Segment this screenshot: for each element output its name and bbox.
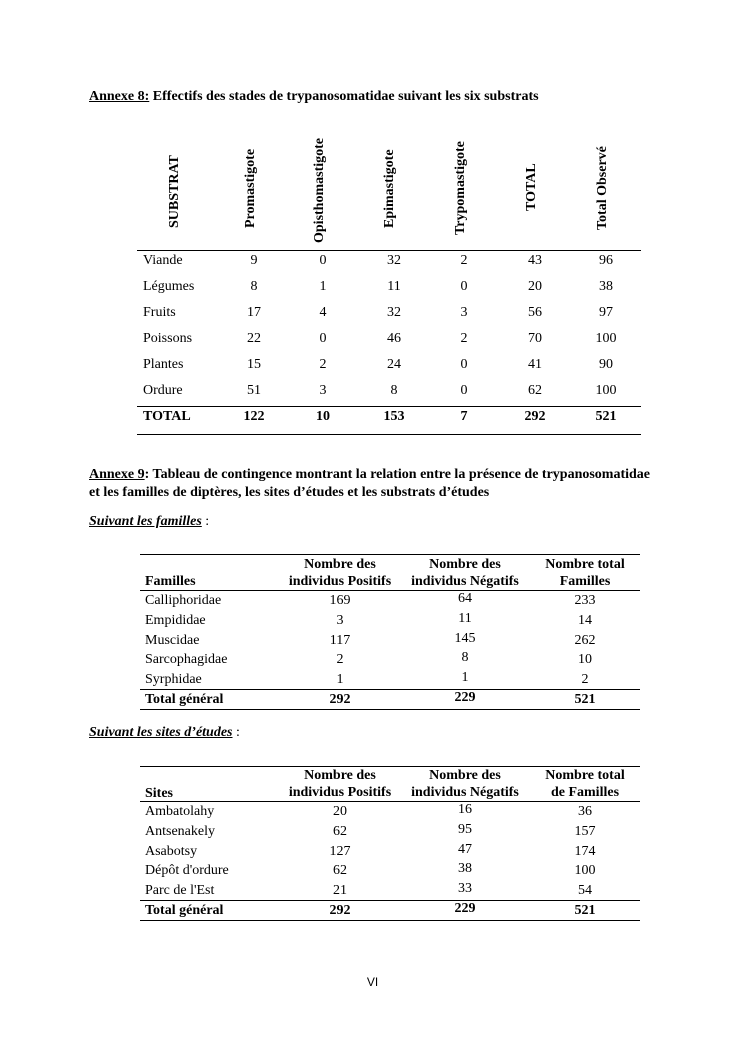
total-cell: 153: [383, 409, 405, 424]
table-cell: 62: [528, 383, 542, 398]
header-epimastigote: Epimastigote: [382, 149, 397, 228]
table-cell: 38: [599, 279, 613, 294]
table-cell: 100: [595, 331, 617, 346]
sites-subhead-label: Suivant les sites d’études: [89, 725, 233, 740]
positifs-cell: 3: [336, 613, 344, 628]
annexe9-title-line2: et les familles de diptères, les sites d’études et les substrats d’études: [89, 485, 490, 500]
col-positifs: [280, 556, 400, 590]
table-rule-mid: [140, 801, 640, 802]
total-cell: 122: [243, 409, 265, 424]
row-label: Sarcophagidae: [145, 652, 228, 667]
col-total-familles: [530, 556, 640, 590]
col-positifs-l2: individus Positifs: [288, 574, 392, 589]
col-negatifs-l2: individus Négatifs: [411, 785, 519, 800]
col-positifs-l1: Nombre des: [304, 768, 376, 783]
negatifs-cell: 8: [461, 650, 469, 665]
table-rule-top: [137, 250, 641, 251]
header-total-observe: Total Observé: [595, 146, 610, 230]
table-cell: 15: [247, 357, 261, 372]
total-total: 521: [574, 692, 596, 707]
total-cell: 2: [581, 672, 589, 687]
page-number: VI: [366, 975, 379, 989]
table-cell: 8: [390, 383, 398, 398]
positifs-cell: 2: [336, 652, 344, 667]
header-promastigote: Promastigote: [243, 148, 258, 228]
total-cell: 10: [316, 409, 330, 424]
sites-subhead-suffix: :: [232, 725, 240, 740]
col-positifs-l2: individus Positifs: [288, 785, 392, 800]
row-label: Viande: [143, 253, 183, 268]
familles-subhead-suffix: :: [201, 514, 210, 529]
total-negatifs: 229: [454, 901, 476, 916]
col-total-l2: Familles: [559, 574, 611, 589]
positifs-cell: 117: [329, 633, 351, 648]
total-positifs: 292: [329, 903, 351, 918]
table-cell: 3: [460, 305, 468, 320]
total-cell: 7: [460, 409, 468, 424]
negatifs-cell: 1: [461, 670, 469, 685]
table-cell: 56: [528, 305, 542, 320]
familles-subhead-label: Suivant les familles: [89, 514, 202, 529]
table-cell: 17: [247, 305, 261, 320]
total-cell: 233: [574, 593, 596, 608]
total-cell: 14: [578, 613, 592, 628]
col-total-l1: Nombre total: [545, 768, 625, 783]
col-total-l1: Nombre total: [545, 557, 625, 572]
table-cell: 0: [319, 253, 327, 268]
positifs-cell: 169: [329, 593, 351, 608]
table-cell: 97: [599, 305, 613, 320]
positifs-cell: 127: [329, 844, 351, 859]
col-negatifs: [403, 556, 527, 590]
row-label: Muscidae: [145, 633, 200, 648]
row-label: Parc de l'Est: [145, 883, 215, 898]
col-negatifs-l1: Nombre des: [429, 557, 501, 572]
table-cell: 43: [528, 253, 542, 268]
table-cell: 22: [247, 331, 261, 346]
header-substrat: SUBSTRAT: [167, 155, 182, 228]
col-negatifs: [403, 767, 527, 801]
annexe8-heading: [89, 89, 539, 105]
table-cell: 3: [319, 383, 327, 398]
row-label: Plantes: [143, 357, 184, 372]
annexe8-title: Effectifs des stades de trypanosomatidae suivant les six substrats: [149, 89, 539, 104]
col-total-l2: de Familles: [550, 785, 620, 800]
negatifs-cell: 64: [458, 591, 472, 606]
table-rule-mid: [140, 590, 640, 591]
positifs-cell: 20: [333, 804, 347, 819]
header-opisthomastigote: Opisthomastigote: [312, 138, 327, 243]
table-cell: 2: [460, 253, 468, 268]
col-negatifs-l2: individus Négatifs: [411, 574, 519, 589]
annexe9-title-line1: : Tableau de contingence montrant la relation entre la présence de trypanosomatidae: [144, 467, 651, 482]
table-cell: 8: [250, 279, 258, 294]
table-cell: 32: [387, 253, 401, 268]
table-cell: 32: [387, 305, 401, 320]
table-rule-total: [140, 689, 640, 690]
table-cell: 0: [319, 331, 327, 346]
table-cell: 1: [319, 279, 327, 294]
negatifs-cell: 145: [454, 631, 476, 646]
total-cell: 521: [595, 409, 617, 424]
negatifs-cell: 33: [458, 881, 472, 896]
table-cell: 2: [319, 357, 327, 372]
row-label: Fruits: [143, 305, 176, 320]
row-label: Syrphidae: [145, 672, 202, 687]
row-label: Ordure: [143, 383, 183, 398]
row-label: Dépôt d'ordure: [145, 863, 229, 878]
header-trypomastigote: Trypomastigote: [453, 141, 468, 235]
table-cell: 70: [528, 331, 542, 346]
table-cell: 11: [387, 279, 401, 294]
annexe8-label: Annexe 8:: [89, 89, 150, 104]
col-negatifs-l1: Nombre des: [429, 768, 501, 783]
sites-subhead: [89, 725, 240, 741]
header-total: TOTAL: [524, 163, 539, 211]
negatifs-cell: 47: [458, 842, 472, 857]
col-sites: Sites: [145, 786, 173, 801]
positifs-cell: 62: [333, 824, 347, 839]
table-rule-bottom: [137, 434, 641, 435]
table-cell: 0: [460, 357, 468, 372]
row-label: Asabotsy: [145, 844, 198, 859]
total-cell: 36: [578, 804, 592, 819]
row-label: Ambatolahy: [145, 804, 215, 819]
total-cell: 262: [574, 633, 596, 648]
total-label: Total général: [145, 903, 224, 918]
table-cell: 96: [599, 253, 613, 268]
positifs-cell: 21: [333, 883, 347, 898]
table-cell: 90: [599, 357, 613, 372]
table-cell: 4: [319, 305, 327, 320]
table-rule-total: [140, 900, 640, 901]
table-cell: 41: [528, 357, 542, 372]
total-negatifs: 229: [454, 690, 476, 705]
col-positifs: [280, 767, 400, 801]
row-label: Poissons: [143, 331, 193, 346]
annexe9-label: Annexe 9: [89, 467, 145, 482]
annexe9-heading: [89, 466, 650, 502]
table-cell: 20: [528, 279, 542, 294]
negatifs-cell: 95: [458, 822, 472, 837]
total-cell: 157: [574, 824, 596, 839]
row-label: Empididae: [145, 613, 206, 628]
total-label: Total général: [145, 692, 224, 707]
negatifs-cell: 16: [458, 802, 472, 817]
positifs-cell: 62: [333, 863, 347, 878]
table-cell: 0: [460, 279, 468, 294]
col-total-familles: [530, 767, 640, 801]
table-rule-bottom: [140, 709, 640, 710]
negatifs-cell: 38: [458, 861, 472, 876]
table-cell: 51: [247, 383, 261, 398]
total-label: TOTAL: [143, 409, 191, 424]
total-cell: 10: [578, 652, 592, 667]
table-rule-bottom: [140, 920, 640, 921]
table-cell: 46: [387, 331, 401, 346]
table-cell: 0: [460, 383, 468, 398]
row-label: Légumes: [143, 279, 195, 294]
negatifs-cell: 11: [458, 611, 472, 626]
total-cell: 54: [578, 883, 592, 898]
total-cell: 292: [524, 409, 546, 424]
table-rule-mid: [137, 406, 641, 407]
total-total: 521: [574, 903, 596, 918]
col-positifs-l1: Nombre des: [304, 557, 376, 572]
col-familles: Familles: [145, 574, 196, 589]
table-cell: 2: [460, 331, 468, 346]
row-label: Calliphoridae: [145, 593, 222, 608]
row-label: Antsenakely: [145, 824, 215, 839]
familles-subhead: [89, 514, 209, 530]
table-cell: 100: [595, 383, 617, 398]
total-positifs: 292: [329, 692, 351, 707]
total-cell: 174: [574, 844, 596, 859]
table-rule-top: [140, 554, 640, 555]
table-cell: 24: [387, 357, 401, 372]
positifs-cell: 1: [336, 672, 344, 687]
table-cell: 9: [250, 253, 258, 268]
total-cell: 100: [574, 863, 596, 878]
